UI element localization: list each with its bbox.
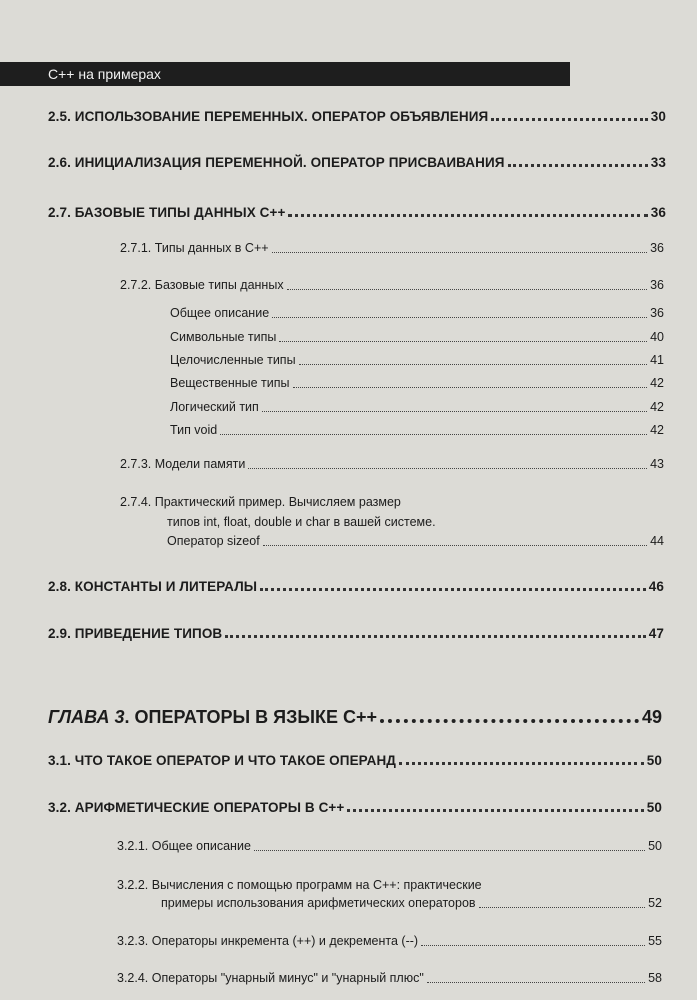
toc-entry-page: 36 bbox=[650, 278, 664, 292]
toc-entry-title: Общее описание bbox=[170, 306, 270, 320]
toc-entry-page: 41 bbox=[650, 353, 664, 367]
toc-entry-2-7-2-float[interactable] bbox=[170, 375, 664, 392]
dot-leader bbox=[508, 164, 648, 167]
toc-entry-title: Логический тип bbox=[170, 400, 259, 414]
toc-entry-3-2-4[interactable] bbox=[117, 970, 662, 987]
toc-entry-title: 3.2.4. Операторы "унарный минус" и "унарный плюс" bbox=[117, 971, 424, 985]
toc-entry-3-2-2[interactable] bbox=[161, 895, 662, 912]
toc-entry-3-2[interactable] bbox=[48, 799, 662, 816]
toc-entry-2-5[interactable] bbox=[48, 108, 666, 125]
chapter-prefix: ГЛАВА 3 bbox=[48, 707, 125, 727]
dot-leader bbox=[427, 982, 645, 983]
toc-entry-page: 55 bbox=[648, 934, 662, 948]
dot-leader bbox=[421, 945, 645, 946]
dot-leader bbox=[479, 907, 646, 908]
toc-entry-title: 2.9. ПРИВЕДЕНИЕ ТИПОВ bbox=[48, 626, 223, 641]
toc-entry-title: 2.8. КОНСТАНТЫ И ЛИТЕРАЛЫ bbox=[48, 579, 258, 594]
toc-entry-title: Тип void bbox=[170, 423, 218, 437]
chapter-title: . ОПЕРАТОРЫ В ЯЗЫКЕ С++ bbox=[124, 707, 378, 727]
toc-entry-2-7-2[interactable] bbox=[120, 277, 664, 294]
dot-leader bbox=[254, 850, 645, 851]
toc-entry-3-2-3[interactable] bbox=[117, 933, 662, 950]
toc-entry-page: 46 bbox=[648, 579, 664, 594]
toc-entry-title: 2.7. БАЗОВЫЕ ТИПЫ ДАННЫХ С++ bbox=[48, 205, 286, 220]
toc-entry-2-7-2-char[interactable] bbox=[170, 329, 664, 346]
dot-leader bbox=[399, 762, 644, 765]
toc-entry-page: 49 bbox=[641, 707, 662, 727]
toc-entry-page: 52 bbox=[648, 896, 662, 910]
dot-leader bbox=[220, 434, 647, 435]
toc-entry-title: Оператор sizeof bbox=[167, 534, 260, 548]
toc-entry-page: 50 bbox=[646, 800, 662, 815]
toc-entry-2-7-4-line2[interactable]: типов int, float, double и char в вашей системе. bbox=[167, 515, 436, 529]
toc-entry-page: 47 bbox=[648, 626, 664, 641]
toc-entry-2-7-2-int[interactable] bbox=[170, 352, 664, 369]
toc-entry-title: 3.2.1. Общее описание bbox=[117, 839, 251, 853]
toc-entry-page: 43 bbox=[650, 457, 664, 471]
toc-entry-page: 36 bbox=[650, 306, 664, 320]
toc-entry-2-7-2-void[interactable] bbox=[170, 422, 664, 439]
toc-entry-2-7-4[interactable] bbox=[167, 533, 664, 550]
toc-entry-2-7-3[interactable] bbox=[120, 456, 664, 473]
toc-entry-page: 42 bbox=[650, 400, 664, 414]
dot-leader bbox=[288, 214, 647, 217]
toc-entry-2-7-4-line1[interactable]: 2.7.4. Практический пример. Вычисляем размер bbox=[120, 495, 401, 509]
dot-leader bbox=[293, 387, 648, 388]
toc-entry-page: 40 bbox=[650, 330, 664, 344]
dot-leader bbox=[263, 545, 647, 546]
toc-entry-title: 2.7.3. Модели памяти bbox=[120, 457, 246, 471]
dot-leader bbox=[279, 341, 647, 342]
toc-entry-2-7-1[interactable] bbox=[120, 240, 664, 257]
toc-chapter-3[interactable] bbox=[48, 706, 662, 728]
dot-leader bbox=[262, 411, 647, 412]
running-header bbox=[0, 62, 570, 86]
dot-leader bbox=[272, 252, 648, 253]
toc-entry-title: 2.7.1. Типы данных в С++ bbox=[120, 241, 269, 255]
toc-entry-title: 3.1. ЧТО ТАКОЕ ОПЕРАТОР И ЧТО ТАКОЕ ОПЕРАНД bbox=[48, 753, 397, 768]
toc-entry-3-1[interactable] bbox=[48, 752, 662, 769]
toc-entry-page: 36 bbox=[650, 205, 666, 220]
dot-leader bbox=[287, 289, 648, 290]
dot-leader bbox=[380, 719, 639, 723]
toc-entry-title: 3.2. АРИФМЕТИЧЕСКИЕ ОПЕРАТОРЫ В С++ bbox=[48, 800, 345, 815]
toc-entry-title: примеры использования арифметических операторов bbox=[161, 896, 476, 910]
toc-entry-page: 36 bbox=[650, 241, 664, 255]
toc-entry-page: 58 bbox=[648, 971, 662, 985]
toc-entry-2-8[interactable] bbox=[48, 578, 664, 595]
toc-entry-2-9[interactable] bbox=[48, 625, 664, 642]
toc-entry-3-2-2-line1[interactable]: 3.2.2. Вычисления с помощью программ на С++: практические bbox=[117, 878, 482, 892]
toc-entry-title: 3.2.3. Операторы инкремента (++) и декремента (--) bbox=[117, 934, 419, 948]
dot-leader bbox=[272, 317, 647, 318]
dot-leader bbox=[260, 588, 646, 591]
toc-entry-title: Вещественные типы bbox=[170, 376, 290, 390]
toc-entry-page: 50 bbox=[646, 753, 662, 768]
toc-entry-title: 2.5. ИСПОЛЬЗОВАНИЕ ПЕРЕМЕННЫХ. ОПЕРАТОР ОБЪЯВЛЕНИЯ bbox=[48, 109, 489, 124]
dot-leader bbox=[225, 635, 646, 638]
toc-chapter-title bbox=[48, 706, 377, 728]
dot-leader bbox=[347, 809, 643, 812]
toc-entry-page: 44 bbox=[650, 534, 664, 548]
toc-entry-page: 50 bbox=[648, 839, 662, 853]
dot-leader bbox=[299, 364, 648, 365]
toc-entry-page: 42 bbox=[650, 423, 664, 437]
toc-entry-title: 2.7.2. Базовые типы данных bbox=[120, 278, 284, 292]
dot-leader bbox=[248, 468, 647, 469]
toc-entry-2-6[interactable] bbox=[48, 154, 666, 171]
toc-entry-2-7-2-general[interactable] bbox=[170, 305, 664, 322]
toc-entry-page: 33 bbox=[650, 155, 666, 170]
toc-entry-page: 30 bbox=[650, 109, 666, 124]
toc-entry-3-2-1[interactable] bbox=[117, 838, 662, 855]
toc-entry-page: 42 bbox=[650, 376, 664, 390]
toc-entry-title: 2.6. ИНИЦИАЛИЗАЦИЯ ПЕРЕМЕННОЙ. ОПЕРАТОР ПРИСВАИВАНИЯ bbox=[48, 155, 505, 170]
dot-leader bbox=[491, 118, 647, 121]
toc-entry-title: Символьные типы bbox=[170, 330, 277, 344]
toc-entry-2-7-2-bool[interactable] bbox=[170, 399, 664, 416]
toc-entry-title: Целочисленные типы bbox=[170, 353, 296, 367]
running-header-title: С++ на примерах bbox=[48, 66, 161, 82]
toc-entry-2-7[interactable] bbox=[48, 204, 666, 221]
